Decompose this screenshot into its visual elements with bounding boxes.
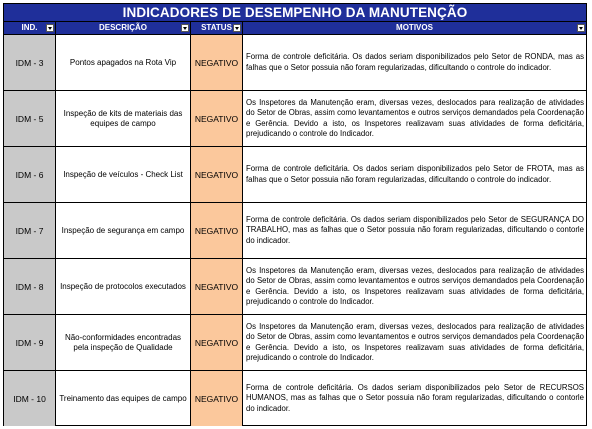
cell-motivo-text: Os Inspetores da Manutenção eram, diversas vezes, deslocados para realização de atividades do Setor de Obras, assim como levantamentos e outros serviços demandados pela Coordenação e Gerência. Devido a isto, os Inspetores realizavam suas atividades de forma deficitária, prejudicando o controle do Indicador.: [246, 322, 584, 362]
cell-ind-text: IDM - 9: [15, 337, 44, 348]
cell-motivo[interactable]: [243, 35, 586, 90]
cell-status[interactable]: [191, 371, 243, 426]
cell-status-text: NEGATIVO: [194, 57, 239, 68]
dropdown-filter-icon[interactable]: [46, 24, 54, 32]
cell-ind[interactable]: [4, 315, 56, 370]
cell-motivo[interactable]: [243, 371, 586, 426]
cell-ind[interactable]: [4, 147, 56, 202]
cell-descricao-text: Inspeção de kits de materiais das equipes de campo: [63, 108, 183, 128]
cell-ind[interactable]: [4, 35, 56, 90]
cell-ind[interactable]: [4, 203, 56, 258]
table-row: [4, 371, 586, 426]
column-header-ind: [4, 22, 56, 34]
cell-descricao-text: Inspeção de protocolos executados: [60, 281, 186, 291]
column-header-descricao-label: DESCRIÇÃO: [98, 23, 147, 32]
column-header-row: [4, 22, 586, 35]
cell-ind-text: IDM - 8: [15, 281, 44, 292]
table-row: [4, 147, 586, 203]
table-row: [4, 203, 586, 259]
dropdown-filter-icon[interactable]: [577, 24, 585, 32]
column-header-descricao: [56, 22, 191, 34]
column-header-status: [191, 22, 243, 34]
cell-descricao[interactable]: [56, 371, 191, 426]
cell-descricao-text: Não-conformidades encontradas pela inspeção de Qualidade: [64, 332, 182, 352]
dropdown-filter-icon[interactable]: [233, 24, 241, 32]
table-row: [4, 259, 586, 315]
column-header-ind-label: IND.: [21, 23, 38, 32]
cell-motivo-text: Forma de controle deficitária. Os dados seriam disponibilizados pelo Setor de RECURSOS HUMANOS, mas as falhas que o Setor possuia não foram regularizadas, dificultando o contorle do indicador.: [246, 383, 584, 413]
cell-ind[interactable]: [4, 91, 56, 146]
column-header-motivos-label: MOTIVOS: [396, 23, 433, 32]
cell-motivo[interactable]: [243, 147, 586, 202]
column-header-status-label: STATUS: [201, 23, 232, 32]
cell-descricao[interactable]: [56, 35, 191, 90]
cell-motivo-text: Forma de controle deficitária. Os dados seriam disponibilizados pelo Setor de RONDA, mas as falhas que o Setor possuia não foram regularizadas, dificultando o controle do indicador.: [246, 52, 584, 72]
cell-ind[interactable]: [4, 371, 56, 426]
cell-status[interactable]: [191, 91, 243, 146]
cell-descricao[interactable]: [56, 259, 191, 314]
cell-motivo-text: Os Inspetores da Manutenção eram, diversas vezes, deslocados para realização de atividades do Setor de Obras, assim como levantamentos e outros serviços demandados pela Coordenação e Gerência. Devido a isto, os Inspetores realizavam suas atividades de forma deficitária, prejudicando o controle do Indicador.: [246, 266, 584, 306]
cell-descricao-text: Inspeção de veículos - Check List: [63, 169, 183, 179]
cell-descricao-text: Treinamento das equipes de campo: [59, 393, 187, 403]
cell-status[interactable]: [191, 315, 243, 370]
cell-status-text: NEGATIVO: [194, 281, 239, 292]
cell-status-text: NEGATIVO: [194, 169, 239, 180]
cell-descricao[interactable]: [56, 147, 191, 202]
cell-ind-text: IDM - 10: [13, 393, 46, 404]
table-body: [4, 35, 586, 426]
cell-status-text: NEGATIVO: [194, 113, 239, 124]
cell-descricao[interactable]: [56, 91, 191, 146]
cell-motivo[interactable]: [243, 315, 586, 370]
cell-status-text: NEGATIVO: [194, 337, 239, 348]
cell-descricao-text: Pontos apagados na Rota Vip: [69, 57, 177, 67]
cell-status[interactable]: [191, 259, 243, 314]
cell-status[interactable]: [191, 147, 243, 202]
column-header-motivos: [243, 22, 586, 34]
cell-status-text: NEGATIVO: [194, 225, 239, 236]
table-row: [4, 91, 586, 147]
cell-motivo-text: Forma de controle deficitária. Os dados seriam disponibilizados pelo Setor de SEGURANÇA DO TRABALHO, mas as falhas que o Setor possuia não foram regularizadas, dificultando o contorle do indicador.: [246, 215, 584, 245]
cell-ind-text: IDM - 5: [15, 113, 44, 124]
cell-ind-text: IDM - 6: [15, 169, 44, 180]
spreadsheet-table: [3, 3, 587, 426]
cell-status[interactable]: [191, 35, 243, 90]
cell-ind[interactable]: [4, 259, 56, 314]
cell-motivo[interactable]: [243, 259, 586, 314]
cell-ind-text: IDM - 3: [15, 57, 44, 68]
cell-descricao-text: Inspeção de segurança em campo: [61, 225, 185, 235]
cell-status-text: NEGATIVO: [194, 393, 239, 404]
cell-ind-text: IDM - 7: [15, 225, 44, 236]
cell-descricao[interactable]: [56, 315, 191, 370]
table-row: [4, 315, 586, 371]
table-row: [4, 35, 586, 91]
cell-motivo[interactable]: [243, 91, 586, 146]
cell-motivo-text: Os Inspetores da Manutenção eram, diversas vezes, deslocados para realização de atividades do Setor de Obras, assim como levantamentos e outros serviços demandados pela Coordenação e Gerência. Devido a isto, os Inspetores realizavam suas atividades de forma deficitária, prejudicando o controle do Indicador.: [246, 98, 584, 138]
table-title: INDICADORES DE DESEMPENHO DA MANUTENÇÃO: [4, 4, 586, 22]
cell-motivo-text: Forma de controle deficitária. Os dados seriam disponibilizados pelo Setor de FROTA, mas as falhas que o Setor possuia não foram regularizadas, dificultando o controle do indicador.: [246, 164, 584, 184]
cell-status[interactable]: [191, 203, 243, 258]
cell-motivo[interactable]: [243, 203, 586, 258]
dropdown-filter-icon[interactable]: [181, 24, 189, 32]
cell-descricao[interactable]: [56, 203, 191, 258]
